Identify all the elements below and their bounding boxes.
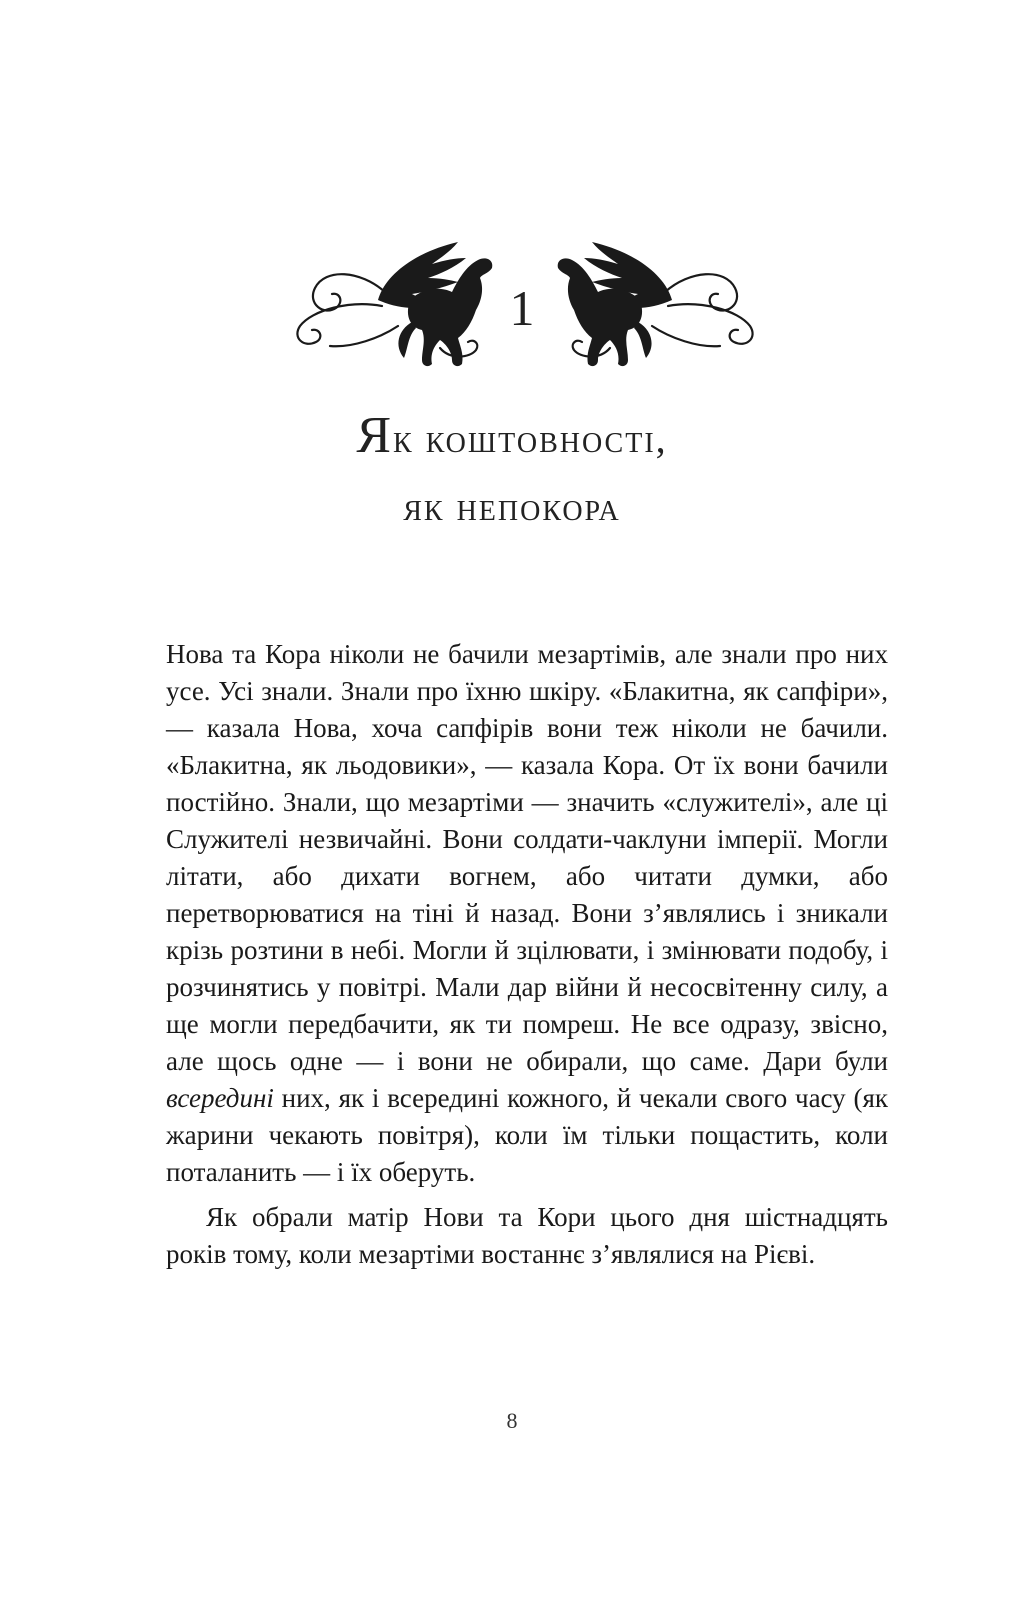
paragraph-1-italic: всередині <box>166 1083 274 1113</box>
paragraph-2: Як обрали матір Нови та Кори цього дня шістнадцять років тому, коли мезартіми востаннє з’являлися на Рієві. <box>166 1202 888 1269</box>
chapter-title-line-2: як непокора <box>403 484 621 529</box>
body-text <box>166 636 888 1273</box>
page-number: 8 <box>506 1408 518 1433</box>
chapter-title-line-1 <box>162 402 862 473</box>
chapter-title-line-1-rest: к коштовності, <box>393 416 668 461</box>
paragraph-1-part-2: них, як і всередині кожного, й чекали свого часу (як жарини чекають повітря), коли їм тільки пощастить, коли поталанить — і їх оберуть. <box>166 1083 888 1187</box>
paragraph-1 <box>166 636 888 1191</box>
chapter-title <box>162 402 862 541</box>
chapter-number: 1 <box>509 280 535 336</box>
chapter-title-initial: Я <box>356 407 394 464</box>
paragraph-1-part-1: Нова та Кора ніколи не бачили мезартімів, але знали про них усе. Усі знали. Знали про їхню шкіру. «Блакитна, як сапфіри», — казала Нова, хоча сапфірів вони теж ніколи не бачили. «Блакитна, як льодовики», — казала Кора. От їх вони бачили постійно. Знали, що мезартіми — значить «служителі», але ці Служителі незвичайні. Вони солдати-чаклуни імперії. Могли літати, або дихати вогнем, або читати думки, або перетворюватися на тіні й назад. Вони з’являлись і зникали крізь розтини в небі. Могли й зцілювати, і змінювати подобу, і розчинятись у повітрі. Мали дар війни й несосвітенну силу, а ще могли передбачити, як ти помреш. Не все одразу, звісно, але щось одне — і вони не обирали, що саме. Дари були <box>166 639 888 1076</box>
